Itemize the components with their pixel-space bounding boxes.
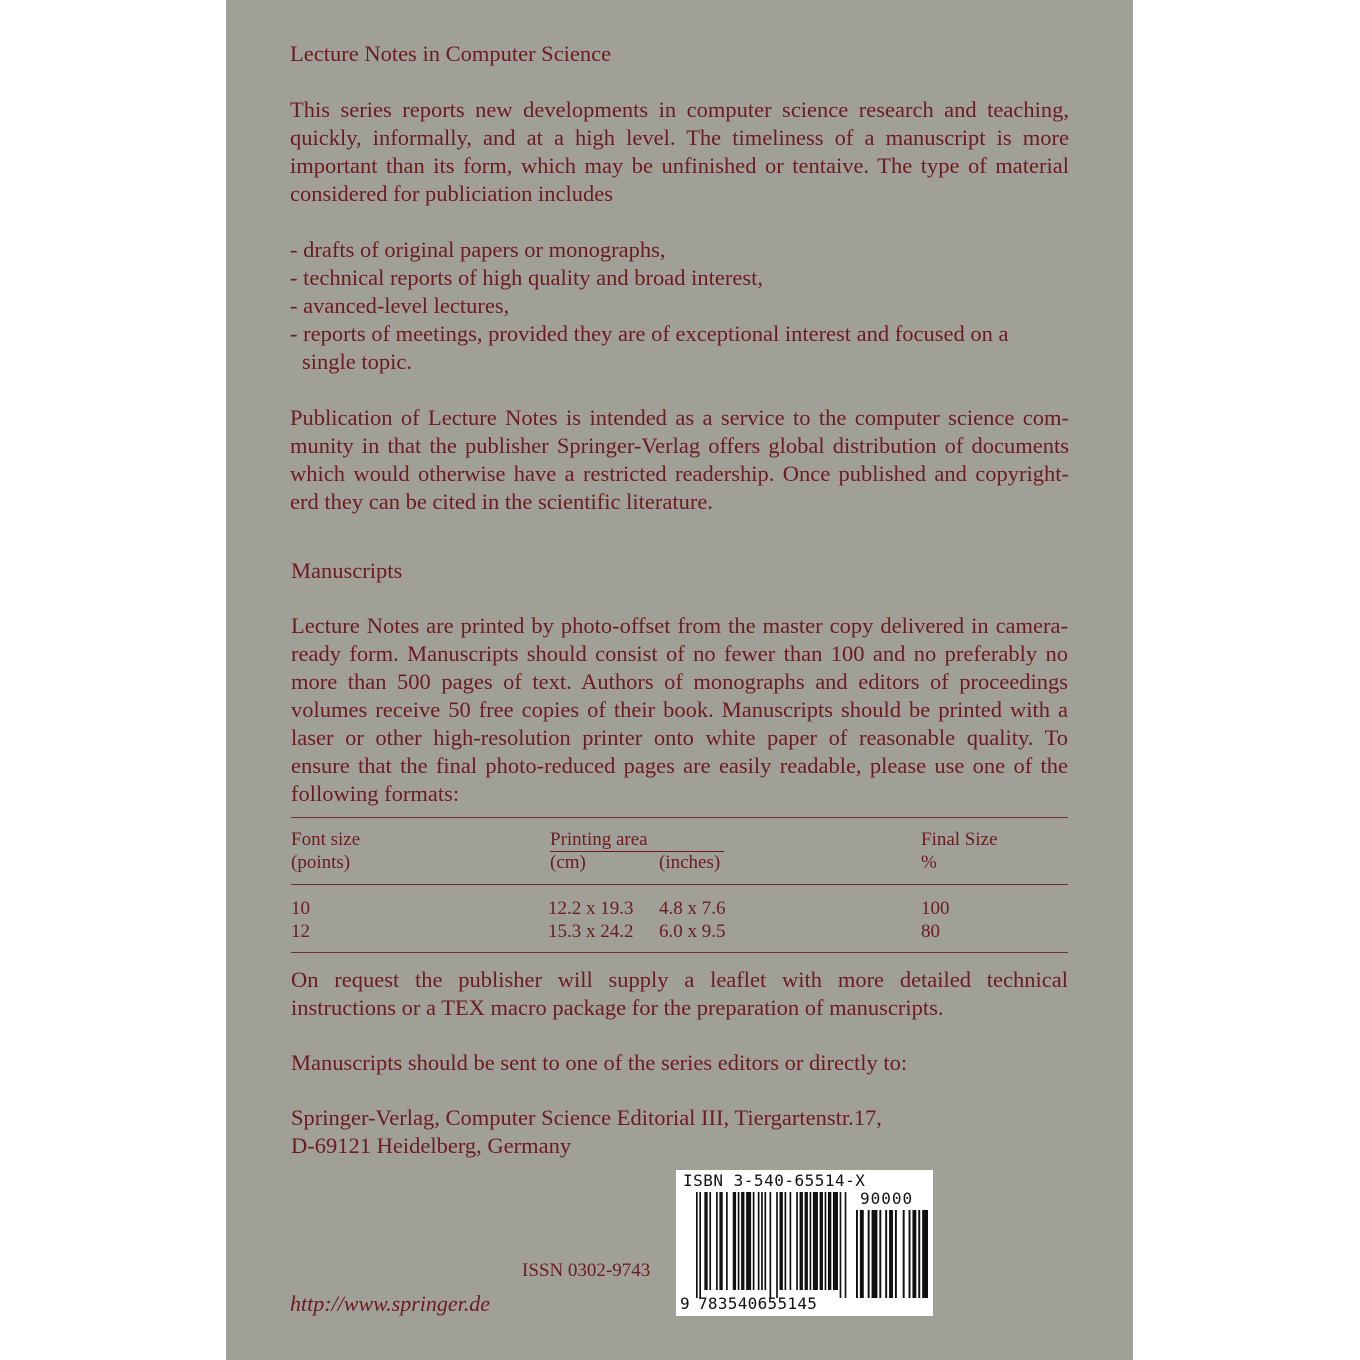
address	[291, 1104, 1070, 1160]
series-title: Lecture Notes in Computer Science	[290, 41, 612, 66]
barcode-bar	[879, 1210, 881, 1298]
manuscripts-line: more than 500 pages of text. Authors of monographs and editors of proceedings	[291, 669, 1068, 694]
publisher-website: http://www.springer.de	[290, 1291, 491, 1316]
barcode-bar	[800, 1192, 803, 1290]
table-cell: 80	[921, 921, 940, 942]
addon-barcode-bars	[856, 1210, 928, 1298]
publication-line: munity in that the publisher Springer-Verlag offers global distribution of documents	[290, 433, 1069, 458]
publication-line: Publication of Lecture Notes is intended as a service to the computer science com-	[290, 405, 1069, 430]
table-rule-bottom	[291, 952, 1068, 953]
isbn-barcode	[676, 1170, 933, 1316]
header-font-size: Font size	[291, 829, 361, 850]
barcode-bar	[716, 1192, 718, 1290]
request-line: On request the publisher will supply a leaflet with more detailed technical	[291, 967, 1068, 992]
address-line: Springer-Verlag, Computer Science Editorial III, Tiergartenstr.17,	[291, 1105, 882, 1130]
intro-line: considered for publiciation includes	[290, 181, 614, 206]
barcode-bar	[709, 1192, 711, 1290]
manuscripts-line: volumes receive 50 free copies of their book. Manuscripts should be printed with a	[291, 697, 1068, 722]
barcode-bar	[733, 1192, 736, 1290]
barcode-bar	[696, 1192, 698, 1298]
table-cell: 12	[291, 921, 310, 942]
barcode-bar	[780, 1192, 783, 1290]
barcode-bar	[912, 1210, 916, 1298]
back-cover	[226, 0, 1133, 1360]
list-item: - avanced-level lectures,	[290, 293, 510, 318]
manuscripts-line: laser or other high-resolution printer onto white paper of reasonable quality. To	[291, 725, 1068, 750]
barcode-bar	[746, 1192, 751, 1290]
barcode-bar	[805, 1192, 808, 1290]
header-inches: (inches)	[659, 852, 721, 873]
barcode-bar	[753, 1192, 755, 1290]
publication-line: which would otherwise have a restricted readership. Once published and copyright-	[290, 461, 1069, 486]
barcode-bar	[922, 1210, 928, 1298]
manuscripts-line: ensure that the final photo-reduced pages are easily readable, please use one of the	[291, 753, 1068, 778]
manuscripts-line: following formats:	[291, 781, 460, 806]
table-rule-middle	[291, 884, 1068, 885]
intro-line: important than its form, which may be unfinished or tentaive. The type of material	[290, 153, 1069, 178]
request-paragraph	[291, 966, 1068, 1022]
publication-line: erd they can be cited in the scientific literature.	[290, 489, 713, 514]
header-final-size-unit: %	[921, 852, 937, 873]
barcode-bar	[785, 1192, 787, 1290]
list-item: - reports of meetings, provided they are of exceptional interest and focused on a single topic.	[290, 321, 1009, 374]
list-item: - drafts of original papers or monographs,	[290, 237, 666, 262]
barcode-bar	[813, 1192, 818, 1290]
barcode-bar	[860, 1210, 864, 1298]
issn-number: ISSN 0302-9743	[522, 1260, 651, 1281]
barcode-bar	[790, 1192, 792, 1290]
list-item: - technical reports of high quality and broad interest,	[290, 265, 763, 290]
header-font-size-unit: (points)	[291, 852, 351, 873]
barcode-bar	[769, 1192, 771, 1298]
barcode-bar	[719, 1192, 722, 1290]
table-rule-top	[291, 817, 1068, 818]
barcode-bar	[833, 1192, 838, 1290]
intro-line: quickly, informally, and at a high level. The timeliness of a manuscript is more	[290, 125, 1069, 150]
table-cell: 100	[921, 898, 950, 919]
barcode-bar	[704, 1192, 707, 1290]
barcode-bar	[758, 1192, 760, 1290]
barcode-bar	[699, 1192, 701, 1298]
table-cell: 6.0 x 9.5	[659, 921, 726, 942]
barcode-bar	[885, 1210, 887, 1298]
header-cm: (cm)	[550, 852, 586, 873]
manuscripts-paragraph	[291, 612, 1068, 808]
request-line: instructions or a TEX macro package for the preparation of manuscripts.	[291, 995, 944, 1020]
barcode-bar	[868, 1210, 870, 1298]
barcode-bar	[741, 1192, 744, 1290]
ean-first-digit: 9	[680, 1294, 690, 1313]
barcode-bar	[810, 1192, 812, 1290]
manuscripts-line: ready form. Manuscripts should consist of no fewer than 100 and no preferably no	[291, 641, 1068, 666]
header-printing-area: Printing area	[550, 828, 724, 852]
table-cell: 4.8 x 7.6	[659, 898, 726, 919]
publication-paragraph	[290, 404, 1069, 516]
manuscripts-heading: Manuscripts	[291, 558, 403, 583]
barcode-bar	[820, 1192, 823, 1290]
barcode-bar	[738, 1192, 740, 1290]
table-cell: 12.2 x 19.3	[548, 898, 634, 919]
address-line: D-69121 Heidelberg, Germany	[291, 1133, 572, 1158]
barcode-bar	[895, 1210, 897, 1298]
barcode-bar	[828, 1192, 831, 1290]
barcode-bar	[872, 1210, 878, 1298]
barcode-bar	[796, 1192, 798, 1290]
barcode-bar	[856, 1210, 858, 1298]
table-cell: 15.3 x 24.2	[548, 921, 634, 942]
manuscripts-line: Lecture Notes are printed by photo-offset from the master copy delivered in camera-	[291, 613, 1068, 638]
barcode-bar	[918, 1210, 920, 1298]
barcode-bar	[761, 1192, 763, 1290]
barcode-bar	[825, 1192, 827, 1290]
price-code: 90000	[860, 1189, 914, 1208]
ean-digits: 783540655145	[698, 1294, 818, 1313]
barcode-bar	[909, 1210, 911, 1298]
isbn-text: ISBN 3-540-65514-X	[683, 1171, 866, 1190]
barcode-bar	[764, 1192, 766, 1290]
intro-line: This series reports new developments in computer science research and teaching,	[290, 97, 1069, 122]
material-list	[290, 236, 1069, 376]
barcode-bars	[696, 1192, 848, 1298]
barcode-bar	[840, 1192, 842, 1298]
barcode-bar	[845, 1192, 847, 1298]
table-cell: 10	[291, 898, 310, 919]
send-to-text: Manuscripts should be sent to one of the series editors or directly to:	[291, 1050, 908, 1075]
barcode-bar	[726, 1192, 728, 1290]
intro-paragraph	[290, 96, 1069, 208]
barcode-bar	[776, 1192, 778, 1298]
barcode-bar	[903, 1210, 905, 1298]
header-final-size: Final Size	[921, 829, 998, 850]
barcode-bar	[889, 1210, 893, 1298]
